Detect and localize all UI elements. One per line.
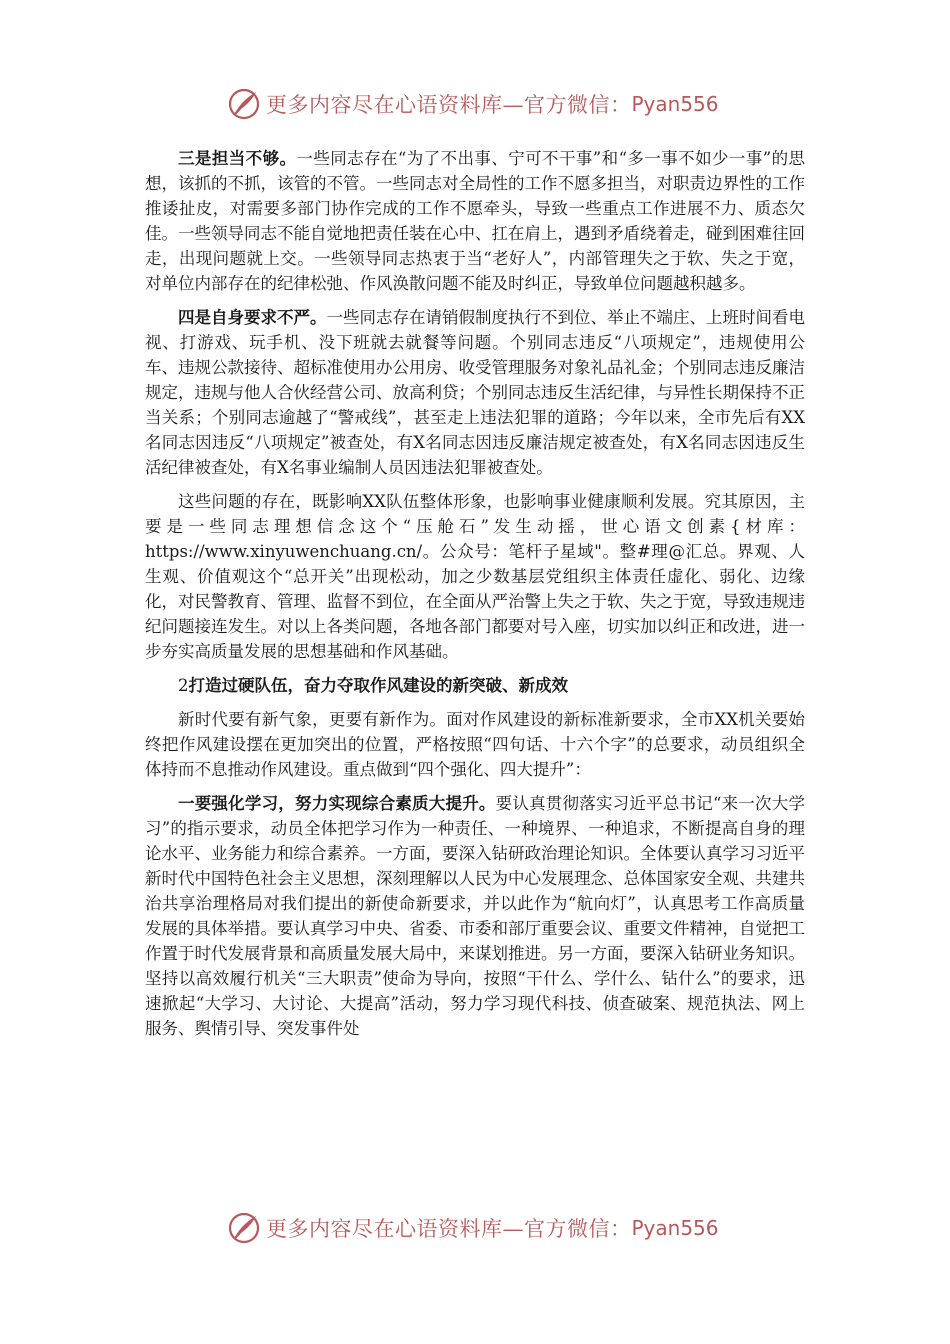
watermark-text: 更多内容尽在心语资料库—官方微信： <box>266 93 632 117</box>
watermark-banner-bottom <box>0 1202 950 1252</box>
watermark-id: Pyan556 <box>631 92 719 116</box>
paragraph-text: 这些问题的存在，既影响XX队伍整体形象，也影响事业健康顺利发展。究其原因，主要是一些同志理想信念这个“压舱石”发生动摇，世心语文创素{材库：https://www.xinyuwenchuang.cn/。公众号：笔杆子星域"。整#理@汇总。界观、人生观、价值观这个“总开关”出现松动，加之少数基层党组织主体责任虚化、弱化、边缘化，对民警教育、管理、监督不到位，在全面从严治警上失之于软、失之于宽，导致违规违纪问题接连发生。对以上各类问题，各地各部门都要对号入座，切实加以纠正和改进，进一步夯实高质量发展的思想基础和作风基础。 <box>145 492 805 661</box>
watermark-id: Pyan556 <box>631 1216 719 1240</box>
paragraph-5 <box>145 791 805 1041</box>
watermark-banner-top <box>0 78 950 128</box>
paragraph-text: 要认真贯彻落实习近平总书记“来一次大学习”的指示要求，动员全体把学习作为一种责任、一种境界、一种追求，不断提高自身的理论水平、业务能力和综合素养。一方面，要深入钻研政治理论知识。全体要认真学习习近平新时代中国特色社会主义思想，深刻理解以人民为中心发展理念、总体国家安全观、共建共治共享治理格局对我们提出的新使命新要求，并以此作为“航向灯”，认真思考工作高质量发展的具体举措。要认真学习中央、省委、市委和部厅重要会议、重要文件精神，自觉把工作置于时代发展背景和高质量发展大局中，来谋划推进。另一方面，要深入钻研业务知识。坚持以高效履行机关“三大职责”使命为导向，按照“干什么、学什么、钻什么”的要求，迅速掀起“大学习、大讨论、大提高”活动，努力学习现代科技、侦查破案、规范执法、网上服务、舆情引导、突发事件处 <box>145 794 805 1038</box>
section-number: 2 <box>178 676 189 695</box>
paragraph-lead: 四是自身要求不严。 <box>178 308 327 327</box>
paragraph-1 <box>145 146 805 296</box>
watermark-text: 更多内容尽在心语资料库—官方微信： <box>266 1217 632 1241</box>
document-body <box>145 146 805 1041</box>
paragraph-2 <box>145 305 805 480</box>
section-heading <box>145 673 805 698</box>
paragraph-3 <box>145 489 805 664</box>
quill-logo-icon <box>226 86 262 122</box>
paragraph-text: 一些同志存在“为了不出事、宁可不干事”和“多一事不如少一事”的思想，该抓的不抓，该管的不管。一些同志对全局性的工作不愿多担当，对职责边界性的工作推诿扯皮，对需要多部门协作完成的工作不愿牵头，导致一些重点工作进展不力、质态欠佳。一些领导同志不能自觉地把责任装在心中、扛在肩上，遇到矛盾绕着走，碰到困难往回走，出现问题就上交。一些领导同志热衷于当“老好人”，内部管理失之于软、失之于宽，对单位内部存在的纪律松弛、作风涣散问题不能及时纠正，导致单位问题越积越多。 <box>145 149 805 293</box>
paragraph-text: 一些同志存在请销假制度执行不到位、举止不端庄、上班时间看电视、打游戏、玩手机、没下班就去就餐等问题。个别同志违反“八项规定”，违规使用公车、违规公款接待、超标准使用办公用房、收受管理服务对象礼品礼金；个别同志违反廉洁规定，违规与他人合伙经营公司、放高利贷；个别同志违反生活纪律，与异性长期保持不正当关系；个别同志逾越了“警戒线”，甚至走上违法犯罪的道路；今年以来，全市先后有XX名同志因违反“八项规定”被查处，有X名同志因违反廉洁规定被查处，有X名同志因违反生活纪律被查处，有X名事业编制人员因违法犯罪被查处。 <box>145 308 805 477</box>
paragraph-4 <box>145 707 805 782</box>
paragraph-lead: 一要强化学习，努力实现综合素质大提升。 <box>178 794 496 813</box>
paragraph-lead: 三是担当不够。 <box>178 149 297 168</box>
paragraph-text: 新时代要有新气象，更要有新作为。面对作风建设的新标准新要求，全市XX机关要始终把作风建设摆在更加突出的位置，严格按照“四句话、十六个字”的总要求，动员组织全体持而不息推动作风建设。重点做到“四个强化、四大提升”： <box>145 710 805 779</box>
section-title: 打造过硬队伍，奋力夺取作风建设的新突破、新成效 <box>188 676 568 695</box>
quill-logo-icon <box>226 1210 262 1246</box>
